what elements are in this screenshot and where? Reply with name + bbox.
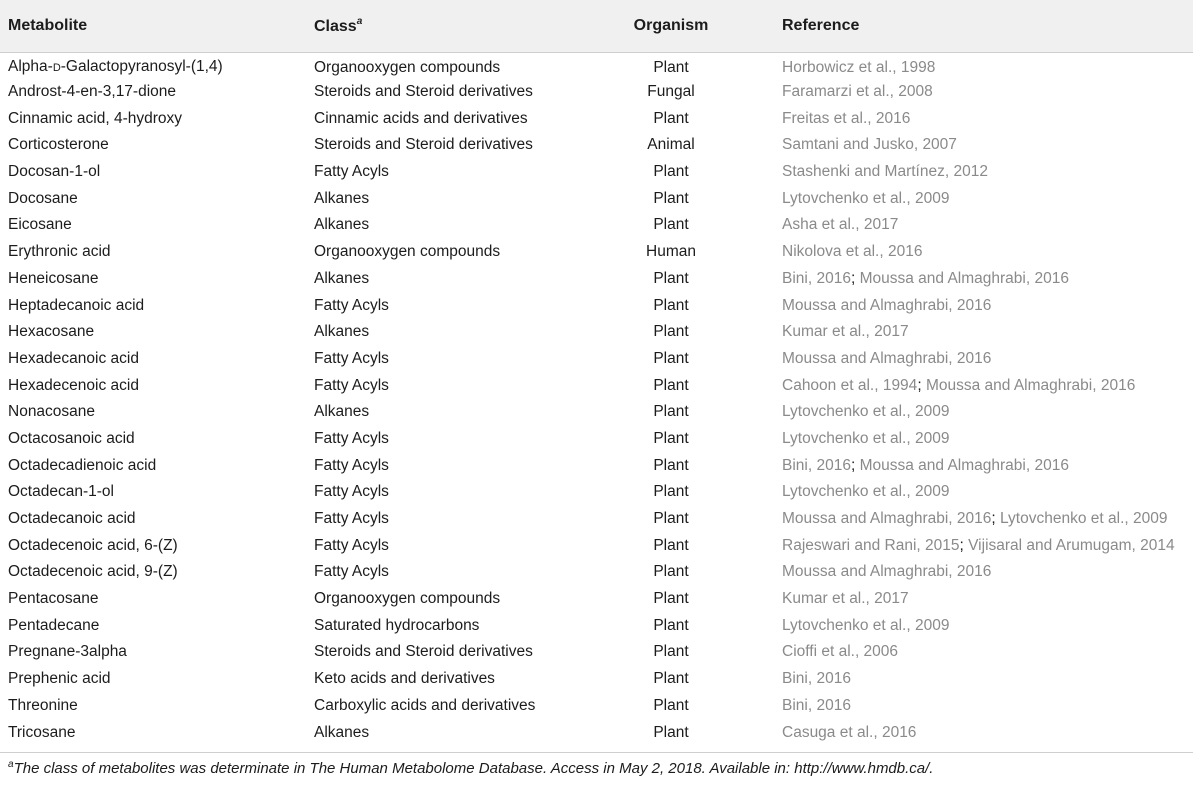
table-row [0, 319, 1193, 346]
cell-organism: Plant [653, 269, 689, 287]
cell-reference [774, 292, 1193, 319]
cell-reference [774, 532, 1193, 559]
footnote-text: The class of metabolites was determinate in The Human Metabolome Database. Access in May 2, 2018. Available in: http://www.hmdb.ca/. [13, 759, 934, 777]
table-row [0, 212, 1193, 239]
cell-reference [774, 559, 1193, 586]
cell-metabolite: Heptadecanoic acid [8, 296, 145, 314]
reference-link[interactable]: Moussa and Almaghrabi, 2016 [782, 563, 992, 581]
cell-reference [774, 346, 1193, 373]
table-row [0, 479, 1193, 506]
cell-reference [774, 212, 1193, 239]
reference-separator: ; [850, 456, 860, 474]
table-row [0, 506, 1193, 533]
cell-class: Fatty Acyls [314, 349, 389, 367]
reference-link[interactable]: Lytovchenko et al., 2009 [1000, 510, 1168, 528]
table-row [0, 132, 1193, 159]
reference-link[interactable]: Bini, 2016 [782, 670, 851, 688]
table-row [0, 666, 1193, 693]
header-class: Class$^a$ [306, 0, 568, 52]
cell-reference [774, 79, 1193, 106]
cell-reference [774, 479, 1193, 506]
footnote-marker: a [8, 758, 14, 770]
table-body [0, 52, 1193, 746]
reference-link[interactable]: Faramarzi et al., 2008 [782, 83, 933, 101]
cell-organism: Plant [653, 349, 689, 367]
cell-metabolite: Octadecanoic acid [8, 510, 136, 528]
cell-organism: Plant [653, 189, 689, 207]
cell-class: Fatty Acyls [314, 510, 389, 528]
cell-metabolite: Threonine [8, 696, 78, 714]
cell-organism: Plant [653, 403, 689, 421]
reference-link[interactable]: Moussa and Almaghrabi, 2016 [925, 376, 1136, 394]
reference-link[interactable]: Lytovchenko et al., 2009 [782, 189, 950, 207]
cell-reference [774, 612, 1193, 639]
cell-reference [774, 399, 1193, 426]
cell-metabolite: Cinnamic acid, 4-hydroxy [8, 109, 183, 127]
cell-metabolite: Hexadecanoic acid [8, 349, 139, 367]
cell-reference [774, 693, 1193, 720]
cell-metabolite [0, 52, 306, 79]
metabolite-small-caps: D [52, 62, 61, 75]
reference-link[interactable]: Freitas et al., 2016 [782, 109, 911, 127]
reference-link[interactable]: Cioffi et al., 2006 [782, 643, 899, 661]
table-row [0, 532, 1193, 559]
reference-separator: ; [917, 376, 926, 394]
cell-reference [774, 452, 1193, 479]
table-row [0, 372, 1193, 399]
cell-reference [774, 719, 1193, 746]
cell-reference [774, 159, 1193, 186]
reference-link[interactable]: Lytovchenko et al., 2009 [782, 429, 950, 447]
cell-organism: Plant [653, 563, 689, 581]
cell-metabolite: Tricosane [8, 723, 76, 741]
cell-class: Alkanes [314, 323, 370, 341]
reference-link[interactable]: Kumar et al., 2017 [782, 590, 909, 608]
cell-organism: Human [646, 243, 696, 261]
cell-class: Organooxygen compounds [314, 58, 501, 76]
cell-organism: Plant [653, 109, 689, 127]
cell-metabolite: Androst-4-en-3,17-dione [8, 83, 177, 101]
cell-class: Alkanes [314, 216, 370, 234]
table-row [0, 693, 1193, 720]
table-row [0, 426, 1193, 453]
cell-class: Fatty Acyls [314, 429, 389, 447]
cell-organism: Fungal [647, 83, 695, 101]
cell-class: Keto acids and derivatives [314, 670, 495, 688]
header-organism: Organism [568, 0, 774, 52]
cell-organism: Plant [653, 616, 689, 634]
metabolite-prefix: Alpha- [8, 58, 53, 76]
reference-separator: ; [850, 269, 860, 287]
cell-class: Carboxylic acids and derivatives [314, 696, 536, 714]
cell-metabolite: Pentacosane [8, 590, 99, 608]
table-footnote [0, 753, 1200, 777]
reference-link[interactable]: Bini, 2016 [782, 696, 851, 714]
cell-class: Fatty Acyls [314, 483, 389, 501]
reference-link[interactable]: Samtani and Jusko, 2007 [782, 136, 957, 154]
cell-metabolite: Heneicosane [8, 269, 99, 287]
cell-organism: Plant [653, 58, 689, 76]
cell-organism: Plant [653, 536, 689, 554]
cell-reference [774, 132, 1193, 159]
cell-metabolite: Corticosterone [8, 136, 109, 154]
reference-link[interactable]: Horbowicz et al., 1998 [782, 58, 936, 76]
cell-class: Fatty Acyls [314, 563, 389, 581]
reference-link[interactable]: Lytovchenko et al., 2009 [782, 403, 950, 421]
cell-metabolite: Nonacosane [8, 403, 96, 421]
cell-class: Alkanes [314, 269, 370, 287]
cell-class: Cinnamic acids and derivatives [314, 109, 528, 127]
cell-metabolite: Erythronic acid [8, 243, 111, 261]
cell-organism: Plant [653, 216, 689, 234]
cell-class: Organooxygen compounds [314, 590, 501, 608]
cell-metabolite: Docosane [8, 189, 78, 207]
header-metabolite: Metabolite [0, 0, 306, 52]
header-class-footnote-marker: a [356, 15, 363, 27]
reference-link[interactable]: Moussa and Almaghrabi, 2016 [782, 349, 992, 367]
cell-reference [774, 372, 1193, 399]
metabolite-suffix: -Galactopyranosyl-(1,4) [60, 58, 223, 76]
cell-reference [774, 185, 1193, 212]
reference-link[interactable]: Lytovchenko et al., 2009 [782, 483, 950, 501]
reference-link[interactable]: Moussa and Almaghrabi, 2016 [859, 456, 1069, 474]
reference-link[interactable]: Asha et al., 2017 [782, 216, 899, 234]
table-row [0, 239, 1193, 266]
cell-reference [774, 266, 1193, 293]
cell-class: Steroids and Steroid derivatives [314, 136, 533, 154]
table-row [0, 79, 1193, 106]
cell-organism: Plant [653, 643, 689, 661]
cell-organism: Plant [653, 483, 689, 501]
cell-metabolite: Docosan-1-ol [8, 163, 101, 181]
table-row [0, 612, 1193, 639]
cell-metabolite: Octadecenoic acid, 9-(Z) [8, 563, 178, 581]
reference-link[interactable]: Bini, 2016 [782, 456, 851, 474]
cell-class: Saturated hydrocarbons [314, 616, 480, 634]
cell-metabolite: Pentadecane [8, 616, 100, 634]
reference-link[interactable]: Nikolova et al., 2016 [782, 243, 923, 261]
cell-reference [774, 666, 1193, 693]
cell-class: Fatty Acyls [314, 376, 389, 394]
table-row [0, 52, 1193, 79]
table-row [0, 105, 1193, 132]
table-row [0, 266, 1193, 293]
cell-organism: Plant [653, 296, 689, 314]
cell-organism: Plant [653, 323, 689, 341]
header-row [0, 0, 1193, 52]
reference-link[interactable]: Kumar et al., 2017 [782, 323, 909, 341]
cell-metabolite: Octadecadienoic acid [8, 456, 157, 474]
table-row [0, 452, 1193, 479]
cell-class: Fatty Acyls [314, 536, 389, 554]
table-row [0, 292, 1193, 319]
cell-organism: Plant [653, 376, 689, 394]
reference-link[interactable]: Rajeswari and Rani, 2015 [782, 536, 960, 554]
cell-class: Alkanes [314, 189, 370, 207]
table-row [0, 639, 1193, 666]
cell-organism: Plant [653, 670, 689, 688]
cell-class: Alkanes [314, 723, 370, 741]
reference-link[interactable]: Vijisaral and Arumugam, 2014 [968, 536, 1175, 554]
cell-reference [774, 319, 1193, 346]
reference-link[interactable]: Casuga et al., 2016 [782, 723, 917, 741]
cell-metabolite: Octadecan-1-ol [8, 483, 114, 501]
reference-link[interactable]: Bini, 2016 [782, 269, 851, 287]
table-row [0, 185, 1193, 212]
cell-metabolite: Prephenic acid [8, 670, 111, 688]
table-row [0, 159, 1193, 186]
cell-metabolite: Octacosanoic acid [8, 429, 135, 447]
table-row [0, 399, 1193, 426]
cell-reference [774, 506, 1193, 533]
cell-class: Fatty Acyls [314, 296, 389, 314]
table-header [0, 0, 1193, 52]
cell-class: Alkanes [314, 403, 370, 421]
cell-class: Organooxygen compounds [314, 243, 501, 261]
reference-link[interactable]: Moussa and Almaghrabi, 2016 [782, 296, 992, 314]
cell-class: Fatty Acyls [314, 456, 389, 474]
cell-class: Steroids and Steroid derivatives [314, 643, 533, 661]
cell-metabolite: Hexacosane [8, 323, 95, 341]
header-reference: Reference [774, 0, 1193, 52]
cell-organism: Plant [653, 723, 689, 741]
cell-metabolite: Octadecenoic acid, 6-(Z) [8, 536, 178, 554]
cell-organism: Plant [653, 456, 689, 474]
reference-link[interactable]: Moussa and Almaghrabi, 2016 [859, 269, 1069, 287]
cell-class: Fatty Acyls [314, 163, 389, 181]
table-row [0, 719, 1193, 746]
cell-organism: Plant [653, 429, 689, 447]
cell-organism: Plant [653, 590, 689, 608]
cell-reference [774, 239, 1193, 266]
cell-reference [774, 586, 1193, 613]
table-row [0, 586, 1193, 613]
reference-separator: ; [991, 510, 1001, 528]
table-row [0, 346, 1193, 373]
cell-reference [774, 52, 1193, 79]
cell-class: Steroids and Steroid derivatives [314, 83, 533, 101]
cell-reference [774, 639, 1193, 666]
cell-metabolite: Hexadecenoic acid [8, 376, 139, 394]
cell-organism: Animal [647, 136, 695, 154]
reference-link[interactable]: Cahoon et al., 1994 [782, 376, 918, 394]
cell-metabolite: Pregnane-3alpha [8, 643, 127, 661]
reference-link[interactable]: Moussa and Almaghrabi, 2016 [782, 510, 992, 528]
reference-link[interactable]: Stashenki and Martínez, 2012 [782, 163, 988, 181]
reference-separator: ; [959, 536, 969, 554]
cell-reference [774, 426, 1193, 453]
reference-link[interactable]: Lytovchenko et al., 2009 [782, 616, 950, 634]
cell-organism: Plant [653, 163, 689, 181]
cell-metabolite: Eicosane [8, 216, 72, 234]
table-row [0, 559, 1193, 586]
cell-organism: Plant [653, 696, 689, 714]
cell-reference [774, 105, 1193, 132]
cell-organism: Plant [653, 510, 689, 528]
